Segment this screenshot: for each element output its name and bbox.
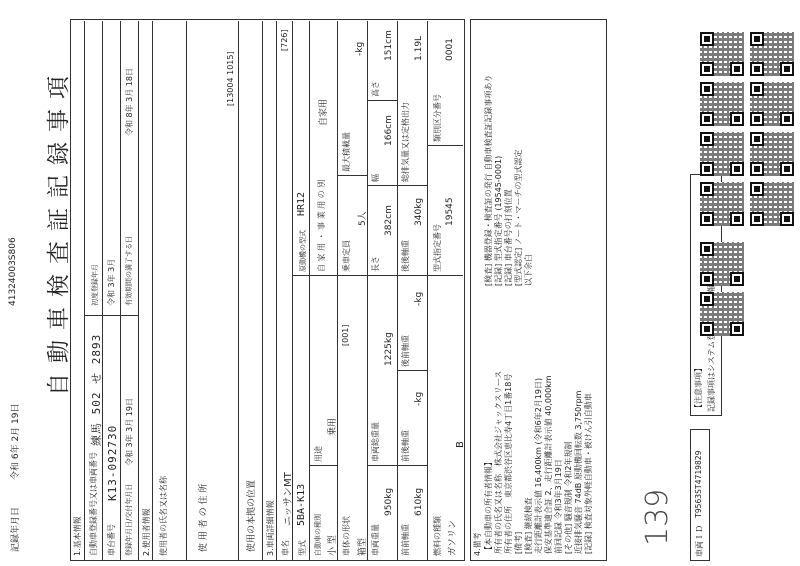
remarks-line: [型式認定] ノート・マーチの型式認定 bbox=[514, 149, 523, 286]
car-id-label: 車両ＩＤ bbox=[695, 525, 704, 557]
chassis-label: 車台番号 bbox=[107, 524, 116, 556]
remarks-lines bbox=[484, 371, 594, 554]
use-label: 用途 bbox=[314, 446, 323, 462]
vehicle-name-label: 車名 bbox=[281, 540, 290, 556]
remarks-line: [備考] bbox=[514, 531, 523, 554]
vehicle-name-value: ニッサンMT bbox=[283, 472, 294, 526]
first-reg-value: 令和 3年 3月 bbox=[107, 258, 116, 306]
width-value: 166cm bbox=[384, 115, 394, 146]
purpose-value: 自家用 bbox=[319, 98, 329, 126]
rear-axle-value: 340kg bbox=[414, 197, 424, 226]
type-no-value: 19545 bbox=[445, 197, 455, 226]
remarks-line: [記録] 型式指定番号 (19545-0001) bbox=[494, 155, 503, 286]
height-value: 151cm bbox=[384, 30, 394, 61]
remarks-line: [その他] 騒音規制 令和2年規制 bbox=[564, 441, 573, 554]
remarks-line: 保安基準適合証 2、走行距離計表示値 40,000km bbox=[544, 375, 553, 554]
height-label: 高さ bbox=[371, 81, 380, 97]
remarks-line: [記録] 車台番号の打刻位置 bbox=[504, 189, 513, 286]
qr-code bbox=[750, 132, 794, 176]
rear-front-axle-label: 後前軸重 bbox=[401, 335, 410, 367]
kind-value: 小 型 bbox=[328, 535, 338, 556]
reg-date-value: 令和 3年 3月 19日 bbox=[125, 398, 134, 466]
user-address-code: [13004 1015] bbox=[226, 51, 235, 106]
use-value: 乗用 bbox=[328, 417, 338, 436]
remarks-line: [検査] 継続検査 bbox=[524, 497, 533, 554]
displacement-value: 1.19L bbox=[414, 35, 424, 61]
front-rear-axle-value: -kg bbox=[414, 391, 424, 406]
chassis-value: K13-092730 bbox=[106, 424, 119, 501]
capacity-label: 乗車定員 bbox=[342, 240, 351, 272]
notice-title: 【注意事項】 bbox=[694, 364, 703, 412]
reg-no-label: 自動車登録番号又は車両番号 bbox=[89, 452, 98, 556]
kind-label: 自動車の種別 bbox=[314, 514, 322, 556]
document-serial: 41324003S806 bbox=[8, 237, 18, 306]
remarks-lines-2 bbox=[484, 75, 534, 286]
front-axle-label: 前前軸重 bbox=[401, 524, 410, 556]
length-label: 長さ bbox=[371, 256, 380, 272]
letter-b: B bbox=[455, 441, 466, 448]
gross-label: 車両総重量 bbox=[371, 422, 380, 462]
recorded-date-label: 記録年月日 bbox=[11, 506, 21, 552]
remarks-line: 【本自動車の所有者情報】 bbox=[484, 458, 493, 554]
front-rear-axle-label: 前後軸重 bbox=[401, 430, 410, 462]
basic-info-section: 1.基本情報 bbox=[73, 516, 82, 556]
qr-code bbox=[700, 32, 744, 76]
reg-date-label: 登録年月日/交付年月日 bbox=[125, 483, 133, 556]
remarks-line: 前回記録 令和3年3月19日 bbox=[554, 459, 563, 554]
document-title: 自動車検査証記録事項 bbox=[46, 66, 72, 396]
location-label: 使用の本拠の位置 bbox=[247, 479, 257, 552]
width-label: 幅 bbox=[371, 174, 380, 182]
qr-code bbox=[700, 82, 744, 126]
fuel-value: ガソリン bbox=[448, 519, 458, 556]
max-load-label: 最大積載量 bbox=[342, 132, 351, 172]
user-name-label: 使用者の氏名又は名称 bbox=[159, 476, 168, 556]
user-info-section: 2.使用者情報 bbox=[142, 508, 151, 556]
model-label: 型式 bbox=[298, 540, 307, 556]
engine-value: HR12 bbox=[296, 191, 307, 216]
user-address-label: 使 用 者 の 住 所 bbox=[199, 483, 209, 552]
class-no-label: 類別区分番号 bbox=[433, 94, 442, 142]
remarks-line: 以下余白 bbox=[524, 254, 533, 286]
vehicle-info-section: 3.車両詳細情報 bbox=[266, 500, 275, 556]
shape-label: 車体の形状 bbox=[342, 516, 351, 556]
remarks-line: 近接排気騒音 74dB 原動機回転数 3,750rpm bbox=[574, 390, 583, 554]
rear-axle-label: 後後軸重 bbox=[401, 240, 410, 272]
first-reg-label: 初度登録年月 bbox=[91, 264, 99, 306]
vehicle-name-code: [726] bbox=[280, 29, 289, 51]
weight-label: 車両重量 bbox=[371, 524, 380, 556]
max-load-value: -kg bbox=[355, 41, 365, 56]
handwritten-number: 139 bbox=[640, 488, 675, 546]
type-no-label: 型式指定番号 bbox=[433, 224, 442, 272]
weight-value: 950kg bbox=[384, 487, 394, 516]
remarks-section: 4.備考 bbox=[473, 532, 482, 556]
front-axle-value: 610kg bbox=[414, 487, 424, 516]
qr-code bbox=[700, 242, 744, 286]
qr-code bbox=[700, 292, 744, 336]
fuel-label: 燃料の種類 bbox=[433, 516, 442, 556]
shape-code: [001] bbox=[341, 324, 350, 346]
remarks-line: 走行距離計表示値 16,400km (令和6年2月19日) bbox=[534, 377, 543, 554]
remarks-line: 所有者の氏名又は名称 株式会社ジャックスリース bbox=[494, 370, 503, 554]
qr-code bbox=[750, 82, 794, 126]
displacement-label: 総排気量又は定格出力 bbox=[401, 102, 410, 182]
remarks-line: [検査] 機器登録・検査証の発行 自動車検査証記録事項あり bbox=[484, 74, 493, 286]
car-id-value: T9563ST4719829 bbox=[694, 450, 703, 518]
remarks-line: [記録] 検査対象外軽自動車・被けん引自動車 bbox=[584, 393, 593, 554]
expiry-value: 令和 8年 3月 18日 bbox=[125, 68, 134, 136]
capacity-value: 5人 bbox=[358, 211, 368, 226]
engine-label: 原動機の型式 bbox=[299, 230, 307, 272]
qr-code bbox=[750, 182, 794, 226]
qr-code bbox=[700, 182, 744, 226]
reg-no-value: 練馬 502 せ 2893 bbox=[90, 333, 103, 446]
expiry-label: 有効期間の満了する日 bbox=[125, 236, 133, 306]
qr-code bbox=[700, 132, 744, 176]
purpose-label: 自 家 用 ・ 事 業 用 の 別 bbox=[317, 179, 326, 272]
shape-value: 箱型 bbox=[358, 537, 368, 556]
rear-front-axle-value: -kg bbox=[414, 291, 424, 306]
qr-code bbox=[750, 32, 794, 76]
model-value: 5BA-K13 bbox=[296, 483, 307, 526]
length-value: 382cm bbox=[384, 205, 394, 236]
class-no-value: 0001 bbox=[445, 38, 455, 61]
recorded-date-value: 令和 6年 2月 19日 bbox=[11, 403, 21, 480]
gross-value: 1225kg bbox=[384, 332, 394, 366]
remarks-line: 所有者の住所 東京都渋谷区恵比寿4丁目1番18号 bbox=[504, 373, 513, 554]
